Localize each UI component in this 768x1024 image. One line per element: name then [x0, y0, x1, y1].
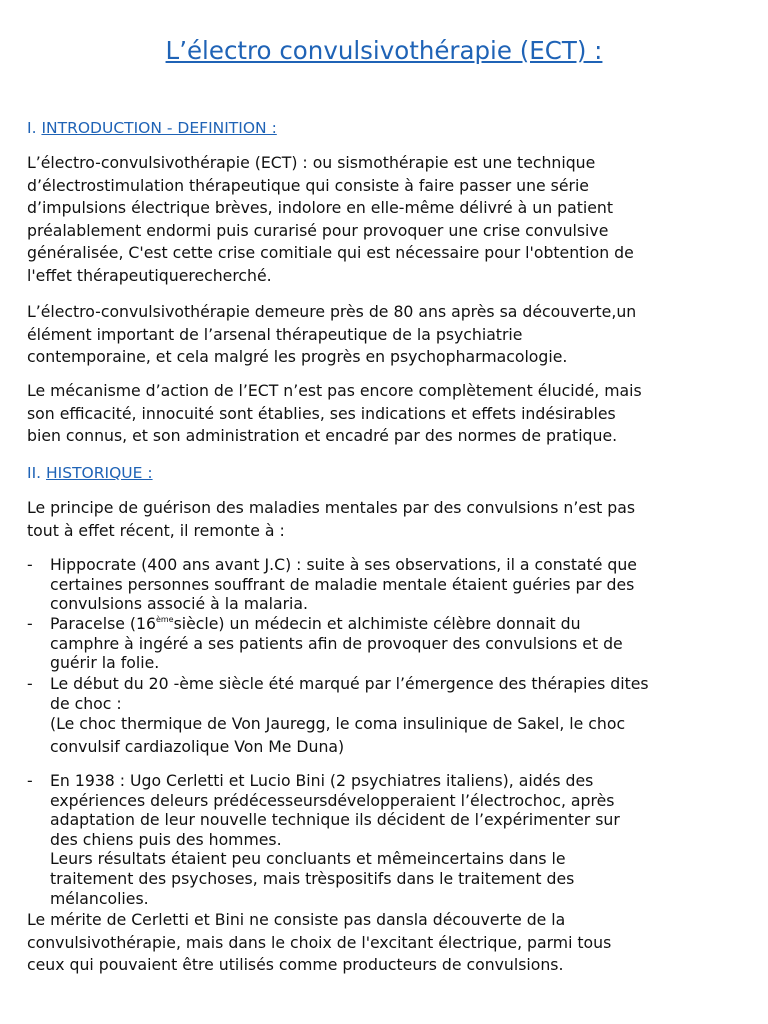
list-dash: -: [27, 555, 33, 574]
text-line: Le principe de guérison des maladies mentales par des convulsions n’est pas: [27, 498, 636, 517]
text-line: L’électro-convulsivothérapie demeure près de 80 ans après sa découverte,un: [27, 302, 637, 321]
list-item-text: [50, 674, 649, 758]
text-line: L’électro-convulsivothérapie (ECT) : ou sismothérapie est une technique: [27, 153, 596, 172]
text-line: son efficacité, innocuité sont établies, ses indications et effets indésirables: [27, 403, 616, 423]
intro-paragraph-1: [27, 152, 743, 288]
text-fragment: Paracelse (16: [50, 614, 156, 633]
list-dash: -: [27, 674, 33, 693]
text-line: d’impulsions électrique brèves, indolore en elle-même délivré à un patient: [27, 198, 613, 218]
intro-paragraph-2: [27, 301, 743, 369]
list-item-text: [50, 771, 620, 908]
text-fragment: siècle) un médecin et alchimiste célèbre donnait du: [173, 614, 581, 633]
text-line: Le début du 20 -ème siècle été marqué par l’émergence des thérapies dites: [50, 674, 649, 693]
text-line: Le mécanisme d’action de l’ECT n’est pas encore complètement élucidé, mais: [27, 381, 642, 400]
section-number: I.: [27, 119, 37, 137]
text-line: généralisée, C'est cette crise comitiale qui est nécessaire pour l'obtention de: [27, 243, 634, 263]
text-line: tout à effet récent, il remonte à :: [27, 520, 285, 540]
text-line: convulsif cardiazolique Von Me Duna): [50, 736, 345, 756]
text-line: [50, 614, 623, 634]
closing-paragraph: [27, 909, 743, 977]
list-dash: -: [27, 614, 33, 633]
superscript: ème: [155, 615, 174, 624]
text-line: expériences deleurs prédécesseursdévelopperaient l’électrochoc, après: [50, 790, 615, 810]
text-line: Leurs résultats étaient peu concluants et mêmeincertains dans le: [50, 849, 566, 869]
history-lead-paragraph: [27, 497, 743, 542]
text-line: préalablement endormi puis curarisé pour provoquer une crise convulsive: [27, 220, 609, 240]
text-line: traitement des psychoses, mais trèspositifs dans le traitement des: [50, 868, 575, 888]
text-line: convulsivothérapie, mais dans le choix de l'excitant électrique, parmi tous: [27, 932, 612, 952]
section-label: INTRODUCTION - DEFINITION :: [41, 119, 277, 137]
text-line: élément important de l’arsenal thérapeutique de la psychiatrie: [27, 324, 523, 344]
list-dash: -: [27, 771, 33, 790]
text-line: d’électrostimulation thérapeutique qui consiste à faire passer une série: [27, 175, 589, 195]
text-line: camphre à ingéré a ses patients afin de provoquer des convulsions et de: [50, 633, 623, 653]
text-line: En 1938 : Ugo Cerletti et Lucio Bini (2 psychiatres italiens), aidés des: [50, 771, 594, 790]
text-line: certaines personnes souffrant de maladie mentale étaient guéries par des: [50, 574, 635, 594]
text-line: ceux qui pouvaient être utilisés comme producteurs de convulsions.: [27, 955, 564, 975]
text-line: adaptation de leur nouvelle technique ils décident de l’expérimenter sur: [50, 810, 620, 830]
text-line: guérir la folie.: [50, 653, 160, 673]
page-title: L’électro convulsivothérapie (ECT) :: [165, 36, 603, 65]
text-line: des chiens puis des hommes.: [50, 829, 282, 849]
text-line: bien connus, et son administration et encadré par des normes de pratique.: [27, 426, 618, 446]
text-line: Le mérite de Cerletti et Bini ne consiste pas dansla découverte de la: [27, 910, 566, 929]
text-line: Hippocrate (400 ans avant J.C) : suite à ses observations, il a constaté que: [50, 555, 637, 574]
intro-paragraph-3: [27, 380, 743, 448]
section-label: HISTORIQUE :: [46, 464, 153, 482]
text-line: de choc :: [50, 693, 122, 713]
section-heading-historique: [27, 463, 153, 483]
list-item-text: [50, 614, 623, 673]
list-item-text: [50, 555, 637, 614]
text-line: convulsions associé à la malaria.: [50, 594, 308, 614]
text-line: l'effet thérapeutiquerecherché.: [27, 265, 272, 285]
text-line: contemporaine, et cela malgré les progrès en psychopharmacologie.: [27, 347, 568, 367]
text-line: mélancolies.: [50, 888, 149, 908]
section-number: II.: [27, 464, 42, 482]
text-line: (Le choc thermique de Von Jauregg, le coma insulinique de Sakel, le choc: [50, 714, 626, 734]
section-heading-introduction: [27, 118, 277, 138]
